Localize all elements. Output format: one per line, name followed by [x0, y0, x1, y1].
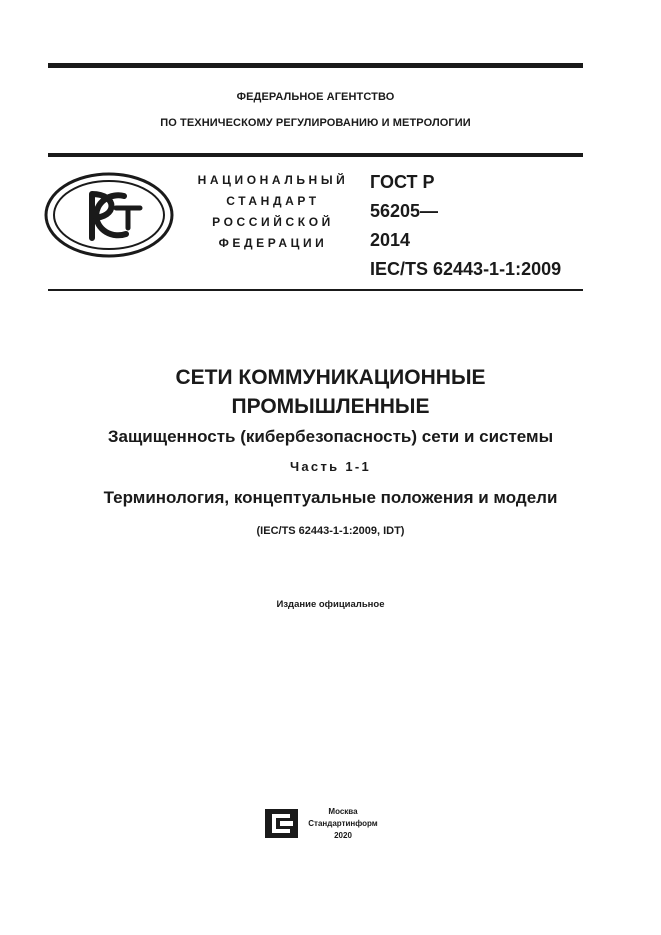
publisher-name: Стандартинформ [308, 819, 378, 828]
iec-designation: IEC/TS 62443-1-1:2009 [370, 259, 562, 279]
document-part-title: Терминология, концептуальные положения и модели [103, 488, 558, 507]
document-reference: (IEC/TS 62443-1-1:2009, IDT) [256, 525, 405, 537]
gost-designation [370, 168, 561, 284]
document-subtitle: Защищенность (кибербезопасность) сети и системы [107, 427, 554, 446]
standartinform-logo-icon [264, 808, 299, 839]
gost-year: 2014 [370, 230, 411, 250]
agency-name-line1: ФЕДЕРАЛЬНОЕ АГЕНТСТВО [236, 91, 395, 103]
rst-certification-mark-icon [44, 172, 174, 258]
national-standard-line: НАЦИОНАЛЬНЫЙ [197, 173, 349, 187]
document-title-line1: СЕТИ КОММУНИКАЦИОННЫЕ [175, 366, 486, 389]
publisher-year: 2020 [334, 831, 352, 840]
document-part: Часть 1-1 [289, 459, 372, 474]
publisher-city: Москва [328, 807, 358, 816]
agency-name-line2: ПО ТЕХНИЧЕСКОМУ РЕГУЛИРОВАНИЮ И МЕТРОЛОГИИ [160, 117, 471, 129]
publisher-block [308, 806, 378, 842]
national-standard-label [183, 170, 363, 254]
national-standard-line: ФЕДЕРАЦИИ [218, 236, 328, 250]
designation-rule [48, 289, 583, 291]
national-standard-line: РОССИЙСКОЙ [212, 215, 334, 229]
gost-number: 56205— [370, 201, 439, 221]
national-standard-line: СТАНДАРТ [226, 194, 320, 208]
gost-prefix: ГОСТ Р [370, 172, 435, 192]
edition-label: Издание официальное [276, 599, 385, 610]
document-title-line2: ПРОМЫШЛЕННЫЕ [231, 395, 430, 418]
header-rule [48, 153, 583, 157]
top-rule [48, 63, 583, 68]
